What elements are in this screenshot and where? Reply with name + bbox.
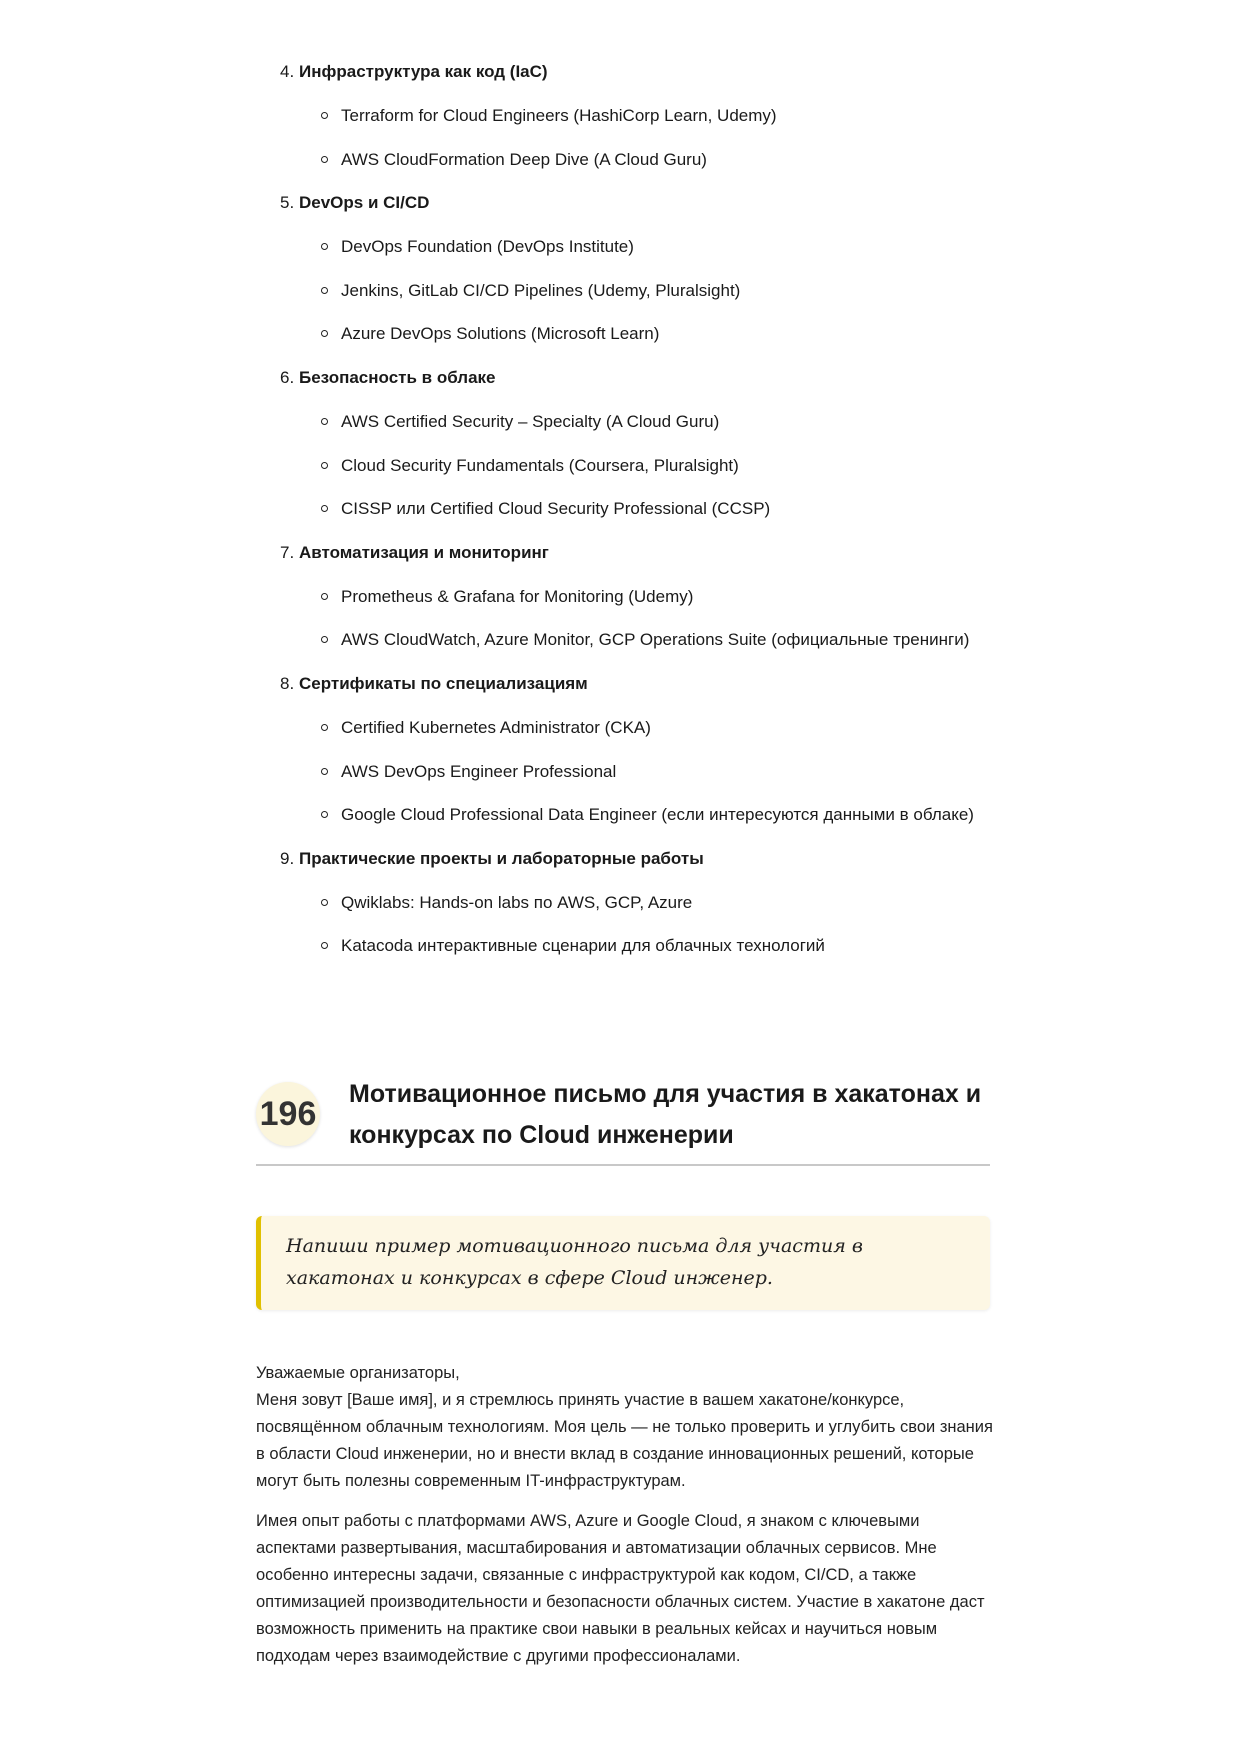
list-item-text: Qwiklabs: Hands-on labs по AWS, GCP, Azure — [341, 892, 693, 912]
section-title: Инфраструктура как код (IaC) — [299, 62, 548, 81]
hollow-bullet-icon — [321, 287, 328, 294]
section-number: 8. — [280, 673, 295, 693]
chapter-header — [256, 1070, 990, 1166]
list-item-text: Certified Kubernetes Administrator (CKA) — [341, 717, 651, 737]
letter-greeting: Уважаемые организаторы, — [256, 1364, 460, 1382]
list-item — [0, 269, 1239, 313]
letter-paragraph-intro — [256, 1360, 996, 1495]
list-section — [0, 356, 1239, 531]
letter-body — [256, 1360, 996, 1683]
section-heading — [0, 662, 1239, 706]
section-number: 7. — [280, 542, 295, 562]
hollow-bullet-icon — [321, 899, 328, 906]
section-heading — [0, 50, 1239, 94]
list-item — [0, 924, 1239, 968]
list-item-text: DevOps Foundation (DevOps Institute) — [341, 237, 634, 257]
section-number: 9. — [280, 848, 295, 868]
list-item — [0, 138, 1239, 182]
list-item-text: AWS CloudWatch, Azure Monitor, GCP Operations Suite (официальные тренинги) — [341, 630, 970, 650]
letter-intro: Меня зовут [Ваше имя], и я стремлюсь принять участие в вашем хакатоне/конкурсе, посвящённом облачным технологиям. Моя цель — не только проверить и углубить свои знания в области Cloud инженерии, но и внести вклад в создание инновационных решений, которые могут быть полезны современным IT-инфраструктурам. — [256, 1391, 993, 1490]
list-item — [0, 312, 1239, 356]
hollow-bullet-icon — [321, 811, 328, 818]
hollow-bullet-icon — [321, 112, 328, 119]
prompt-quote — [256, 1216, 990, 1310]
section-number: 5. — [280, 193, 295, 213]
chapter-number-badge: 196 — [256, 1082, 320, 1146]
list-item-text: AWS DevOps Engineer Professional — [341, 761, 617, 781]
list-section — [0, 662, 1239, 837]
list-section — [0, 837, 1239, 968]
hollow-bullet-icon — [321, 636, 328, 643]
section-title: Практические проекты и лабораторные работы — [299, 848, 704, 868]
list-item — [0, 487, 1239, 531]
section-title: Безопасность в облаке — [299, 367, 496, 387]
hollow-bullet-icon — [321, 243, 328, 250]
list-section — [0, 531, 1239, 662]
section-heading — [0, 837, 1239, 881]
list-item-text: Google Cloud Professional Data Engineer (если интересуются данными в облаке) — [341, 805, 974, 825]
chapter-title: Мотивационное письмо для участия в хакатонах и конкурсах по Cloud инженерии — [349, 1080, 982, 1149]
hollow-bullet-icon — [321, 330, 328, 337]
list-item-text: Cloud Security Fundamentals (Coursera, Pluralsight) — [341, 455, 739, 475]
letter-paragraph-experience: Имея опыт работы с платформами AWS, Azure и Google Cloud, я знаком с ключевыми аспектами развертывания, масштабирования и автоматизации облачных сервисов. Мне особенно интересны задачи, связанные с инфраструктурой как кодом, CI/CD, а также оптимизацией производительности и безопасности облачных систем. Участие в хакатоне даст возможность применить на практике свои навыки в реальных кейсах и научиться новым подходам через взаимодействие с другими профессионалами. — [256, 1512, 985, 1665]
section-number: 6. — [280, 367, 295, 387]
hollow-bullet-icon — [321, 418, 328, 425]
list-item-text: AWS CloudFormation Deep Dive (A Cloud Guru) — [341, 149, 707, 169]
section-title: DevOps и CI/CD — [299, 193, 430, 213]
list-item — [0, 575, 1239, 619]
list-item — [0, 400, 1239, 444]
section-heading — [0, 181, 1239, 225]
section-title: Сертификаты по специализациям — [299, 673, 588, 693]
list-item-text: Terraform for Cloud Engineers (HashiCorp Learn, Udemy) — [341, 106, 777, 125]
hollow-bullet-icon — [321, 505, 328, 512]
list-item — [0, 706, 1239, 750]
list-item-text: Jenkins, GitLab CI/CD Pipelines (Udemy, Pluralsight) — [341, 280, 741, 300]
list-item — [0, 793, 1239, 837]
list-item-text: Azure DevOps Solutions (Microsoft Learn) — [341, 324, 660, 344]
section-heading — [0, 531, 1239, 575]
hollow-bullet-icon — [321, 593, 328, 600]
hollow-bullet-icon — [321, 724, 328, 731]
list-item-text: Katacoda интерактивные сценарии для облачных технологий — [341, 936, 825, 956]
list-section — [0, 181, 1239, 356]
list-item — [0, 618, 1239, 662]
list-item — [0, 881, 1239, 925]
hollow-bullet-icon — [321, 768, 328, 775]
list-item — [0, 225, 1239, 269]
course-list — [0, 50, 1239, 968]
list-item — [0, 444, 1239, 488]
list-item-text: AWS Certified Security – Specialty (A Cloud Guru) — [341, 411, 720, 431]
hollow-bullet-icon — [321, 462, 328, 469]
list-item — [0, 750, 1239, 794]
list-item — [0, 94, 1239, 138]
list-section — [0, 50, 1239, 181]
section-heading — [0, 356, 1239, 400]
list-item-text: CISSP или Certified Cloud Security Professional (CCSP) — [341, 499, 771, 519]
prompt-text: Напиши пример мотивационного письма для участия в хакатонах и конкурсах в сфере Cloud инженер. — [286, 1235, 863, 1289]
hollow-bullet-icon — [321, 942, 328, 949]
list-item-text: Prometheus & Grafana for Monitoring (Udemy) — [341, 586, 694, 606]
section-number: 4. — [280, 62, 295, 81]
hollow-bullet-icon — [321, 156, 328, 163]
section-title: Автоматизация и мониторинг — [299, 542, 549, 562]
